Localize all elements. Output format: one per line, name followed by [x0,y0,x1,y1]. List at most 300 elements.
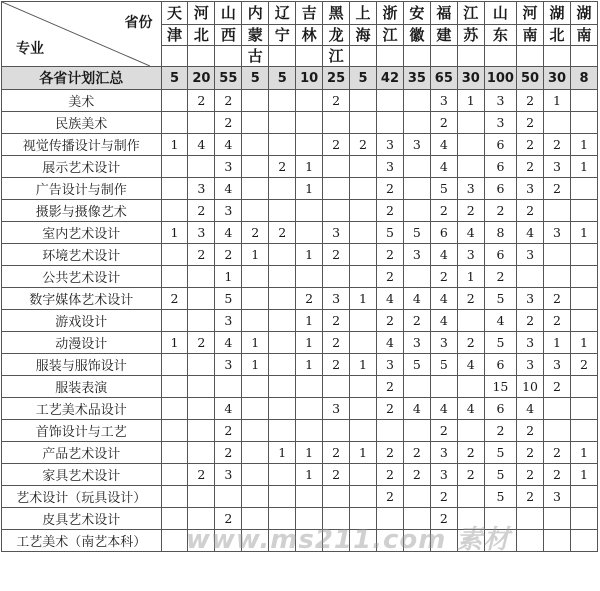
quota-cell [544,244,571,266]
quota-cell: 4 [188,134,215,156]
quota-cell: 5 [484,464,516,486]
quota-cell: 5 [484,288,516,310]
quota-cell [457,376,484,398]
quota-cell [570,90,597,112]
quota-cell: 6 [484,354,516,376]
quota-cell [269,530,296,552]
quota-cell [350,376,377,398]
quota-cell [161,112,188,134]
quota-cell [296,90,323,112]
quota-cell: 3 [430,442,457,464]
province-header-char: 南 [517,25,544,46]
quota-cell [570,398,597,420]
quota-cell: 2 [215,420,242,442]
quota-cell [570,178,597,200]
quota-cell [377,508,404,530]
quota-cell [161,244,188,266]
quota-cell: 4 [430,156,457,178]
quota-cell: 2 [377,398,404,420]
table-row [2,222,598,244]
quota-cell: 2 [544,178,571,200]
quota-cell: 2 [215,112,242,134]
quota-cell [242,156,269,178]
quota-cell: 3 [430,464,457,486]
quota-cell: 2 [544,376,571,398]
quota-cell [215,486,242,508]
quota-cell [517,530,544,552]
quota-cell: 2 [323,354,350,376]
total-value-cell: 35 [403,67,430,90]
quota-cell [570,200,597,222]
quota-cell: 4 [517,222,544,244]
quota-cell: 2 [323,442,350,464]
quota-cell: 1 [296,354,323,376]
quota-cell: 2 [517,442,544,464]
quota-cell: 2 [188,244,215,266]
major-name-cell: 展示艺术设计 [2,156,162,178]
quota-cell [323,156,350,178]
quota-cell [242,90,269,112]
quota-cell [296,200,323,222]
quota-cell: 2 [457,464,484,486]
quota-cell: 1 [161,332,188,354]
quota-cell: 1 [544,90,571,112]
corner-province-label: 省份 [124,15,153,31]
province-header-char: 山 [484,2,516,25]
quota-cell [296,112,323,134]
major-name-cell: 视觉传播设计与制作 [2,134,162,156]
quota-cell [544,398,571,420]
quota-cell [544,420,571,442]
province-header-char: 海 [350,25,377,46]
quota-cell: 5 [403,222,430,244]
quota-cell: 5 [430,354,457,376]
quota-cell [269,398,296,420]
quota-cell [161,464,188,486]
quota-cell [350,464,377,486]
quota-cell: 2 [430,420,457,442]
quota-cell: 1 [544,332,571,354]
quota-cell [242,310,269,332]
quota-cell: 2 [544,310,571,332]
quota-cell: 3 [457,178,484,200]
province-header-char [350,46,377,67]
quota-cell: 2 [323,90,350,112]
quota-cell [377,112,404,134]
quota-cell [242,420,269,442]
total-value-cell: 8 [570,67,597,90]
province-header-char: 龙 [323,25,350,46]
quota-cell: 2 [484,266,516,288]
quota-cell [457,508,484,530]
quota-cell: 5 [215,288,242,310]
quota-cell [269,354,296,376]
major-name-cell: 工艺美术品设计 [2,398,162,420]
quota-cell [517,266,544,288]
quota-cell: 1 [296,332,323,354]
province-header-char: 福 [430,2,457,25]
table-row [2,376,598,398]
quota-cell [403,156,430,178]
quota-cell: 1 [570,134,597,156]
quota-cell: 2 [430,508,457,530]
quota-cell [544,266,571,288]
table-row [2,112,598,134]
quota-cell: 2 [544,442,571,464]
quota-cell: 2 [517,90,544,112]
quota-cell: 1 [570,156,597,178]
quota-cell: 2 [430,112,457,134]
quota-cell [269,332,296,354]
quota-cell: 2 [377,486,404,508]
quota-cell: 1 [296,178,323,200]
quota-cell: 1 [350,354,377,376]
quota-cell [403,486,430,508]
quota-cell [570,376,597,398]
quota-cell: 4 [403,398,430,420]
quota-cell [188,310,215,332]
quota-cell [269,244,296,266]
quota-cell: 1 [296,442,323,464]
quota-cell: 3 [323,222,350,244]
quota-cell [269,310,296,332]
quota-cell: 2 [377,244,404,266]
quota-cell: 2 [403,310,430,332]
province-header-char [457,46,484,67]
quota-cell [296,486,323,508]
quota-cell [161,530,188,552]
quota-cell: 3 [430,332,457,354]
quota-cell [403,90,430,112]
quota-cell [517,508,544,530]
quota-cell: 1 [242,332,269,354]
quota-cell [323,486,350,508]
quota-cell [350,244,377,266]
quota-cell: 2 [323,134,350,156]
quota-cell: 2 [484,420,516,442]
quota-cell [188,156,215,178]
quota-cell [457,420,484,442]
total-value-cell: 55 [215,67,242,90]
header-row-1 [2,2,598,25]
major-name-cell: 服装与服饰设计 [2,354,162,376]
quota-cell: 2 [403,442,430,464]
quota-cell [350,222,377,244]
province-header-char: 辽 [269,2,296,25]
quota-cell [403,266,430,288]
quota-cell [188,508,215,530]
quota-cell [269,288,296,310]
quota-cell [323,178,350,200]
quota-cell [570,508,597,530]
quota-cell [457,156,484,178]
quota-cell: 1 [570,222,597,244]
quota-cell: 3 [323,288,350,310]
table-row [2,420,598,442]
quota-cell [242,266,269,288]
quota-cell: 4 [403,288,430,310]
quota-cell: 2 [215,244,242,266]
quota-cell [544,508,571,530]
table-row [2,486,598,508]
quota-cell: 3 [517,288,544,310]
province-header-char: 河 [188,2,215,25]
quota-cell: 2 [430,200,457,222]
quota-cell [161,178,188,200]
quota-cell [570,530,597,552]
table-row [2,398,598,420]
major-name-cell: 家具艺术设计 [2,464,162,486]
quota-cell: 2 [215,508,242,530]
quota-cell: 2 [517,486,544,508]
quota-cell: 5 [403,354,430,376]
province-header-char [517,46,544,67]
quota-cell: 6 [484,156,516,178]
quota-cell: 1 [242,354,269,376]
quota-cell [350,90,377,112]
quota-cell [161,420,188,442]
quota-cell: 4 [484,310,516,332]
quota-cell [188,266,215,288]
quota-cell: 2 [457,442,484,464]
quota-cell [296,530,323,552]
quota-cell: 3 [403,332,430,354]
quota-cell: 1 [296,244,323,266]
quota-cell [188,442,215,464]
quota-cell [242,200,269,222]
quota-cell: 3 [215,156,242,178]
quota-cell [242,134,269,156]
quota-cell: 2 [544,288,571,310]
table-row [2,200,598,222]
province-header-char: 宁 [269,25,296,46]
province-header-char: 浙 [377,2,404,25]
quota-cell [269,266,296,288]
quota-cell [377,420,404,442]
province-header-char: 北 [544,25,571,46]
quota-cell [323,420,350,442]
table-row [2,244,598,266]
quota-cell: 10 [517,376,544,398]
quota-cell: 2 [377,178,404,200]
quota-cell: 3 [188,178,215,200]
major-name-cell: 游戏设计 [2,310,162,332]
total-value-cell: 30 [457,67,484,90]
province-header-char: 天 [161,2,188,25]
quota-cell: 2 [430,266,457,288]
quota-cell: 3 [517,178,544,200]
province-header-char: 上 [350,2,377,25]
province-header-char: 南 [570,25,597,46]
major-name-cell: 艺术设计（玩具设计） [2,486,162,508]
quota-cell: 4 [215,398,242,420]
quota-cell [323,530,350,552]
quota-cell: 6 [484,134,516,156]
total-value-cell: 5 [242,67,269,90]
quota-cell [161,508,188,530]
quota-cell: 5 [484,486,516,508]
quota-cell [430,530,457,552]
province-header-char [403,46,430,67]
total-value-cell: 5 [161,67,188,90]
table-row [2,156,598,178]
major-name-cell: 美术 [2,90,162,112]
quota-cell: 2 [544,134,571,156]
quota-cell: 2 [242,222,269,244]
province-header-char: 内 [242,2,269,25]
quota-cell: 2 [188,90,215,112]
quota-cell [296,398,323,420]
quota-cell [430,376,457,398]
quota-cell [161,156,188,178]
province-header-char: 徽 [403,25,430,46]
quota-cell [323,200,350,222]
quota-cell [350,266,377,288]
major-name-cell: 广告设计与制作 [2,178,162,200]
quota-cell: 1 [350,288,377,310]
quota-cell: 2 [188,332,215,354]
major-name-cell: 摄影与摄像艺术 [2,200,162,222]
quota-cell: 3 [215,464,242,486]
quota-cell [242,376,269,398]
quota-cell: 5 [484,332,516,354]
province-header-char: 蒙 [242,25,269,46]
quota-cell [377,530,404,552]
quota-cell [457,112,484,134]
quota-cell: 4 [215,222,242,244]
province-header-char: 林 [296,25,323,46]
total-value-cell: 100 [484,67,516,90]
quota-cell: 1 [350,442,377,464]
quota-cell: 2 [269,156,296,178]
major-name-cell: 民族美术 [2,112,162,134]
quota-cell [242,442,269,464]
quota-cell [403,376,430,398]
quota-cell [269,486,296,508]
quota-cell: 1 [296,156,323,178]
province-header-char: 西 [215,25,242,46]
quota-cell [484,508,516,530]
quota-cell: 5 [377,222,404,244]
quota-cell [188,376,215,398]
quota-cell: 2 [457,200,484,222]
major-name-cell: 皮具艺术设计 [2,508,162,530]
table-body [2,2,598,552]
quota-cell: 2 [517,200,544,222]
quota-cell: 4 [430,398,457,420]
quota-cell [161,376,188,398]
province-header-char: 河 [517,2,544,25]
quota-cell [544,530,571,552]
province-header-char [544,46,571,67]
quota-cell: 2 [517,134,544,156]
total-label: 各省计划汇总 [2,67,162,90]
quota-cell [350,332,377,354]
quota-cell: 3 [544,222,571,244]
quota-cell: 2 [377,442,404,464]
total-value-cell: 10 [296,67,323,90]
total-row [2,67,598,90]
quota-cell: 1 [296,464,323,486]
quota-cell: 2 [215,90,242,112]
total-value-cell: 20 [188,67,215,90]
total-value-cell: 25 [323,67,350,90]
province-header-char [430,46,457,67]
quota-cell: 3 [544,354,571,376]
province-header-char: 苏 [457,25,484,46]
quota-cell [350,530,377,552]
table-row [2,530,598,552]
quota-cell: 2 [457,332,484,354]
quota-cell [269,464,296,486]
quota-cell [403,508,430,530]
province-header-char [570,46,597,67]
quota-cell: 2 [517,464,544,486]
quota-cell [242,486,269,508]
quota-cell: 3 [188,222,215,244]
table-row [2,90,598,112]
quota-cell: 3 [544,486,571,508]
quota-cell: 2 [517,420,544,442]
quota-cell: 3 [403,244,430,266]
major-name-cell: 首饰设计与工艺 [2,420,162,442]
quota-cell: 4 [430,288,457,310]
province-header-char: 黑 [323,2,350,25]
quota-cell: 2 [403,464,430,486]
quota-cell [269,112,296,134]
quota-cell [188,486,215,508]
quota-cell [161,90,188,112]
quota-cell [350,178,377,200]
quota-cell: 3 [215,310,242,332]
quota-cell [350,200,377,222]
province-header-char: 湖 [570,2,597,25]
quota-cell: 4 [377,332,404,354]
quota-cell: 1 [215,266,242,288]
quota-cell: 2 [484,200,516,222]
quota-cell: 3 [377,134,404,156]
quota-cell [350,420,377,442]
table-row [2,310,598,332]
quota-cell [570,288,597,310]
quota-cell: 3 [484,112,516,134]
quota-cell [570,310,597,332]
province-header-char: 安 [403,2,430,25]
quota-cell: 1 [161,222,188,244]
major-name-cell: 环境艺术设计 [2,244,162,266]
quota-cell [269,420,296,442]
table-row [2,464,598,486]
quota-cell: 4 [215,134,242,156]
quota-cell: 5 [430,178,457,200]
province-header-char: 东 [484,25,516,46]
table-row [2,332,598,354]
quota-cell: 4 [430,244,457,266]
quota-cell [296,266,323,288]
table-row [2,288,598,310]
quota-cell [544,112,571,134]
quota-cell: 1 [570,464,597,486]
quota-cell: 2 [323,332,350,354]
quota-cell: 4 [430,310,457,332]
quota-cell [544,200,571,222]
quota-cell: 4 [517,398,544,420]
province-header-char [484,46,516,67]
quota-cell: 5 [484,442,516,464]
enrollment-plan-table [1,1,598,552]
quota-cell [296,222,323,244]
quota-cell [161,354,188,376]
